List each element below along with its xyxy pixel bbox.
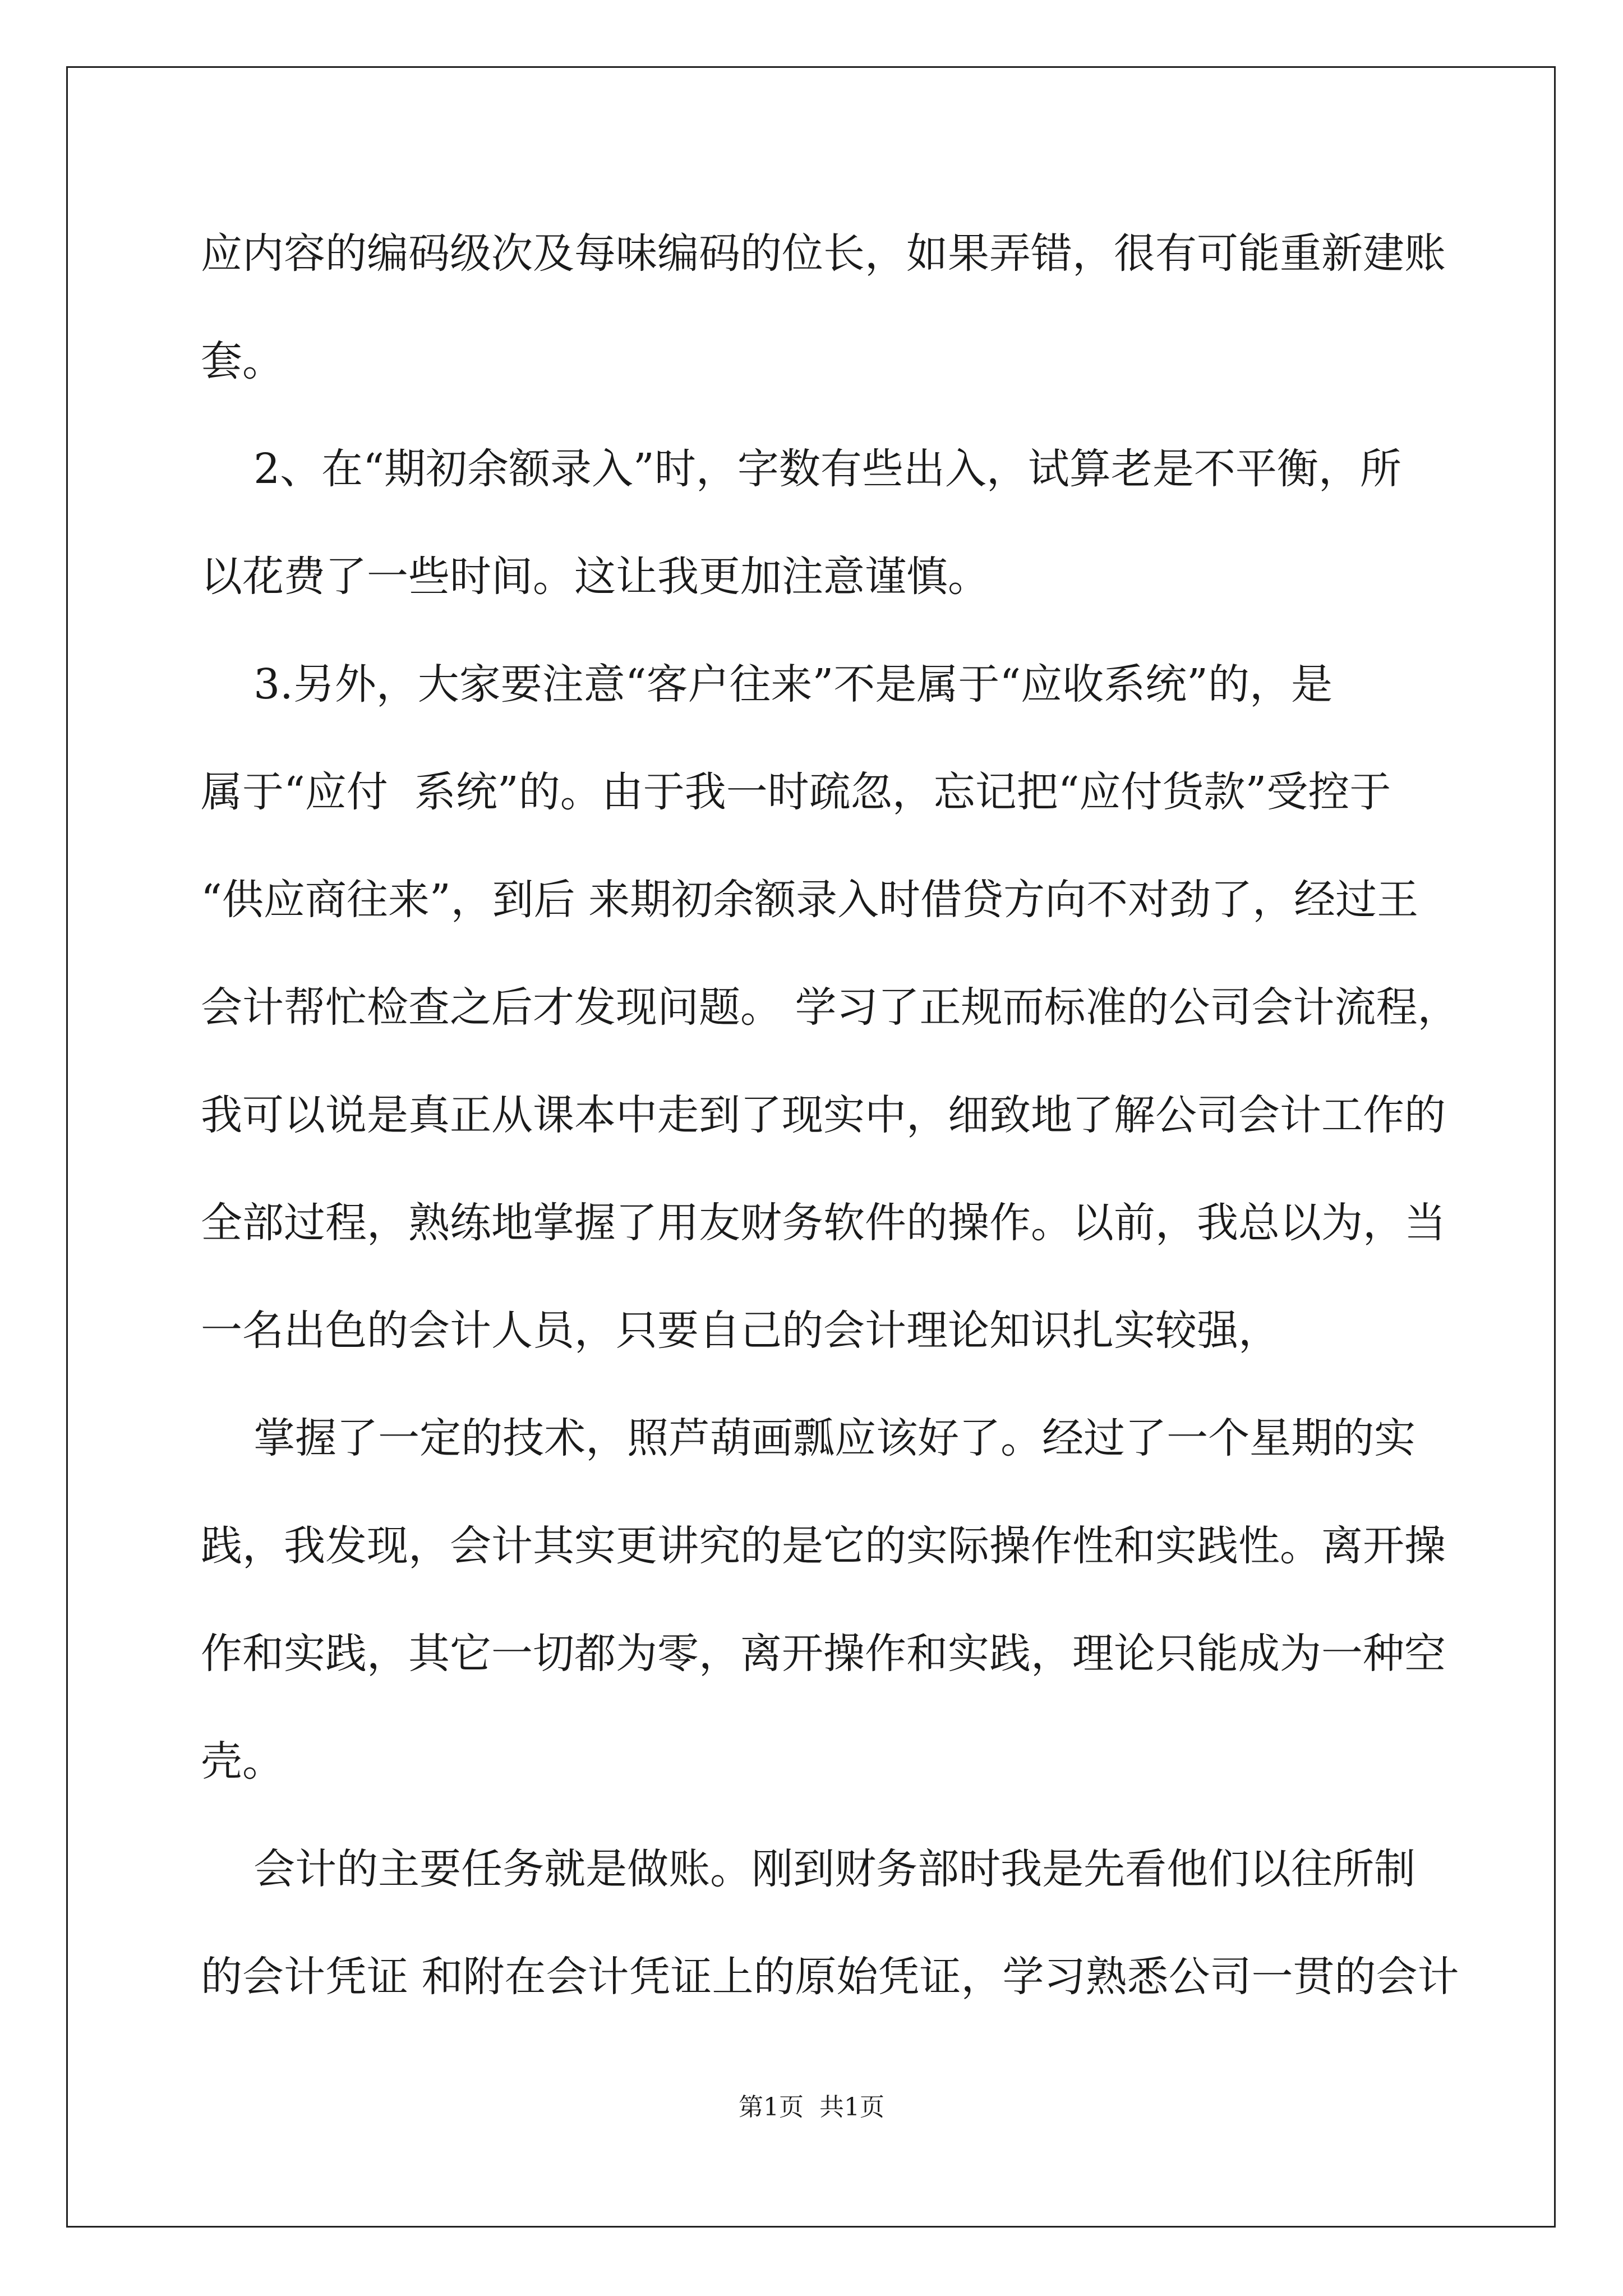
text-line: 以花费了一些时间。这让我更加注意谨慎。 (201, 553, 989, 601)
text-line: 一名出色的会计人员，只要自己的会计理论知识扎实较强， (201, 1306, 1280, 1355)
text-line: 属于“应付 系统”的。由于我一时疏忽，忘记把“应付货款”受控于 (201, 768, 1391, 816)
text-line: 我可以说是真正从课本中走到了现实中，细致地了解公司会计工作的 (201, 1091, 1446, 1139)
page-footer (0, 2087, 1623, 2123)
text-line: 掌握了一定的技术，照芦葫画瓢应该好了。经过了一个星期的实 (201, 1414, 1416, 1462)
text-line: “供应商往来”，到后 来期初余额录入时借贷方向不对劲了，经过王 (201, 876, 1419, 924)
page-border (66, 66, 1556, 2228)
text-line: 2、在“期初余额录入”时，字数有些出入，试算老是不平衡，所 (201, 445, 1401, 493)
text-line: 壳。 (201, 1737, 284, 1786)
text-line: 全部过程，熟练地掌握了用友财务软件的操作。以前，我总以为，当 (201, 1199, 1446, 1247)
page-number: 第1页 (739, 2093, 804, 2122)
text-line: 套。 (201, 337, 284, 385)
text-line: 会计帮忙检查之后才发现问题。 学习了正规而标准的公司会计流程， (201, 983, 1459, 1032)
text-line: 的会计凭证 和附在会计凭证上的原始凭证，学习熟悉公司一贯的会计 (201, 1953, 1459, 2001)
page-total: 共1页 (819, 2093, 884, 2122)
text-line: 3.另外，大家要注意“客户往来”不是属于“应收系统”的，是 (201, 660, 1333, 708)
text-line: 践，我发现，会计其实更讲究的是它的实际操作性和实践性。离开操 (201, 1522, 1446, 1570)
text-line: 作和实践，其它一切都为零，离开操作和实践，理论只能成为一种空 (201, 1630, 1446, 1678)
text-line: 会计的主要任务就是做账。刚到财务部时我是先看他们以往所制 (201, 1845, 1416, 1893)
text-line: 应内容的编码级次及每味编码的位长，如果弄错，很有可能重新建账 (201, 229, 1446, 278)
